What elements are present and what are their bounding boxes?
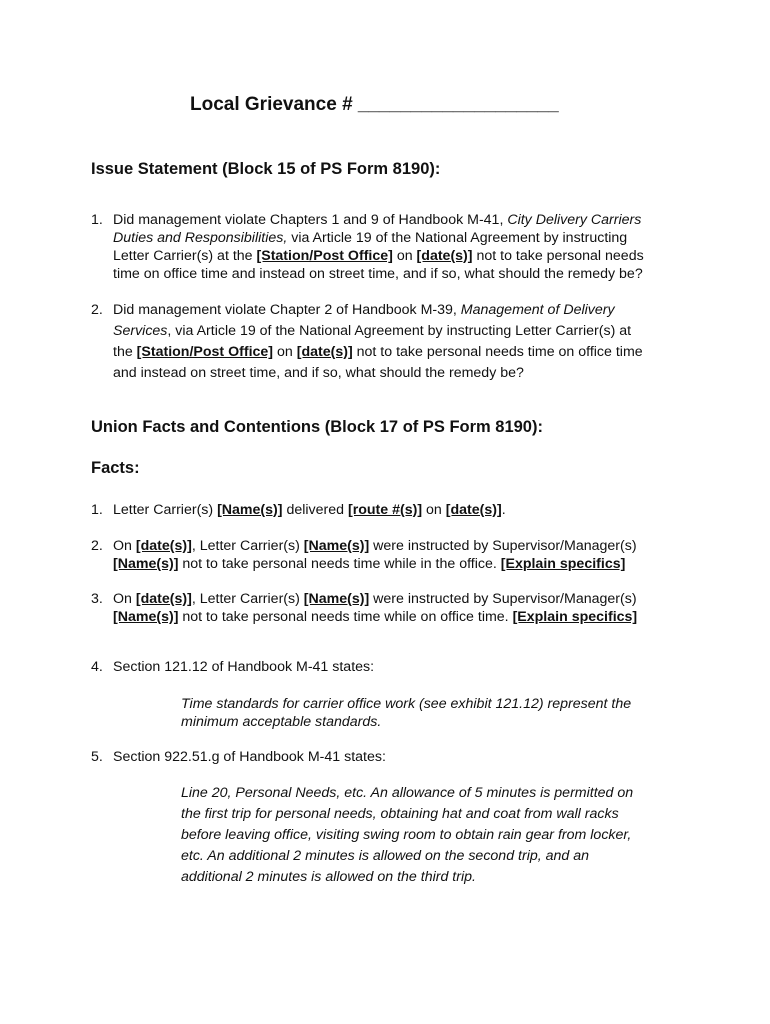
list-number: 1.: [91, 502, 103, 518]
handbook-title: City Delivery Carriers: [507, 212, 642, 228]
text-line: [113, 537, 693, 555]
placeholder-date: [date(s)]: [135, 591, 192, 607]
quote-line: etc. An additional 2 minutes is allowed on the second trip, and an: [181, 848, 590, 864]
facts-heading: Facts:: [91, 459, 140, 477]
text-run: via Article 19 of the National Agreement by instructing: [287, 230, 628, 246]
text-run: Did management violate Chapters 1 and 9 of Handbook M-41,: [113, 212, 508, 228]
text-line: [113, 608, 693, 626]
text-run: were instructed by Supervisor/Manager(s): [369, 538, 637, 554]
text-run: Section 121.12 of Handbook M-41 states:: [113, 659, 375, 675]
handbook-quote: [181, 783, 681, 888]
text-line: [113, 300, 693, 321]
text-run: the: [113, 344, 137, 360]
placeholder-date: [date(s)]: [445, 502, 502, 518]
handbook-title: Services: [113, 323, 168, 339]
list-number: 1.: [91, 212, 103, 228]
text-run: and instead on street time, and if so, what should the remedy be?: [113, 365, 524, 381]
list-number: 5.: [91, 749, 103, 765]
quote-line: the first trip for personal needs, obtaining hat and coat from wall racks: [181, 806, 619, 822]
text-run: on: [392, 248, 417, 264]
placeholder-specifics: [Explain specifics]: [512, 609, 638, 625]
text-run: Section 922.51.g of Handbook M-41 states:: [113, 749, 386, 765]
placeholder-station: [Station/Post Office]: [256, 248, 393, 264]
text-run: .: [501, 502, 506, 518]
text-line: [113, 211, 693, 229]
text-run: Letter Carrier(s): [113, 502, 218, 518]
text-line: [113, 321, 693, 342]
placeholder-name: [Name(s)]: [217, 502, 283, 518]
issue-statement-heading: Issue Statement (Block 15 of PS Form 8190):: [91, 160, 441, 178]
placeholder-name: [Name(s)]: [113, 556, 179, 572]
text-line: [113, 342, 693, 363]
list-number: 2.: [91, 538, 103, 554]
text-run: time on office time and instead on street time, and if so, what should the remedy be?: [113, 266, 643, 282]
placeholder-route: [route #(s)]: [347, 502, 423, 518]
text-run: not to take personal needs: [472, 248, 644, 264]
text-line: [113, 229, 693, 247]
text-run: Did management violate Chapter 2 of Handbook M-39,: [113, 302, 461, 318]
placeholder-station: [Station/Post Office]: [136, 344, 274, 360]
quote-line: additional 2 minutes is allowed on the third trip.: [181, 869, 476, 885]
placeholder-date: [date(s)]: [416, 248, 473, 264]
union-facts-heading: Union Facts and Contentions (Block 17 of PS Form 8190):: [91, 418, 543, 436]
placeholder-name: [Name(s)]: [303, 591, 370, 607]
quote-line: Time standards for carrier office work (see exhibit 121.12) represent the: [181, 696, 632, 712]
placeholder-name: [Name(s)]: [113, 609, 179, 625]
placeholder-specifics: [Explain specifics]: [500, 556, 626, 572]
text-run: , via Article 19 of the National Agreement by instructing Letter Carrier(s) at: [167, 323, 632, 339]
text-run: , Letter Carrier(s): [191, 538, 304, 554]
text-line: [113, 363, 693, 384]
text-line: [113, 265, 693, 283]
placeholder-date: [date(s)]: [135, 538, 192, 554]
list-number: 3.: [91, 591, 103, 607]
text-run: not to take personal needs time while in the office.: [178, 556, 501, 572]
quote-line: Line 20, Personal Needs, etc. An allowance of 5 minutes is permitted on: [181, 785, 634, 801]
placeholder-date: [date(s)]: [296, 344, 353, 360]
list-number: 2.: [91, 302, 103, 318]
text-run: On: [113, 591, 136, 607]
quote-line: before leaving office, visiting swing room to obtain rain gear from locker,: [181, 827, 632, 843]
text-run: not to take personal needs time on office time: [352, 344, 643, 360]
placeholder-name: [Name(s)]: [303, 538, 370, 554]
text-run: on: [422, 502, 446, 518]
handbook-quote: [181, 695, 681, 731]
text-run: not to take personal needs time while on office time.: [178, 609, 513, 625]
text-line: [113, 590, 693, 608]
text-run: were instructed by Supervisor/Manager(s): [369, 591, 637, 607]
text-run: on: [273, 344, 297, 360]
text-line: [113, 658, 693, 676]
page-title: Local Grievance # ___________________: [190, 94, 559, 115]
text-run: delivered: [282, 502, 348, 518]
handbook-title: Management of Delivery: [460, 302, 615, 318]
text-line: [113, 555, 693, 573]
text-line: [113, 501, 693, 519]
text-run: Letter Carrier(s) at the: [113, 248, 257, 264]
text-run: , Letter Carrier(s): [191, 591, 304, 607]
list-number: 4.: [91, 659, 103, 675]
quote-line: minimum acceptable standards.: [181, 714, 382, 730]
text-line: [113, 247, 693, 265]
text-run: On: [113, 538, 136, 554]
text-line: [113, 748, 693, 766]
handbook-title: Duties and Responsibilities,: [113, 230, 288, 246]
